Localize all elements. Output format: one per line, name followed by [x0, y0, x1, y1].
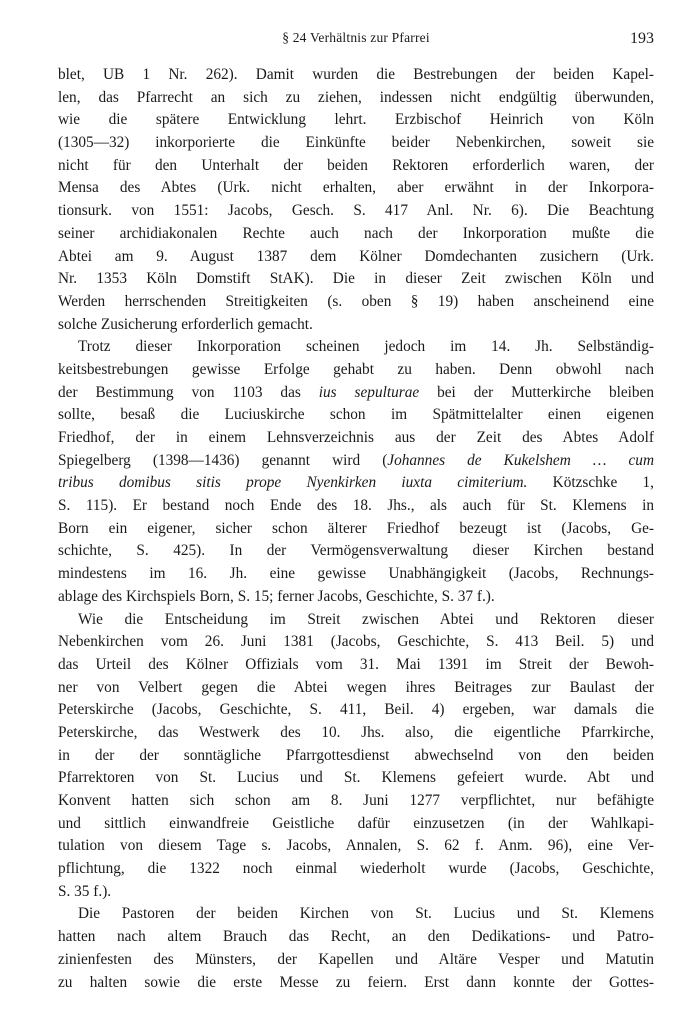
- text-line: Nr. 1353 Köln Domstift StAK). Die in dieser Zeit zwischen Köln und: [58, 270, 654, 288]
- text-run: Kötzschke 1,: [527, 474, 655, 492]
- text-line: das Urteil des Kölner Offizials vom 31. Mai 1391 im Streit der Bewoh-: [58, 655, 654, 673]
- text-line: [58, 450, 654, 473]
- text-line: zu halten sowie die erste Messe zu feiern. Erst dann konnte der Gottes-: [58, 973, 654, 991]
- italic-text: Johannes de Kukelshem … cum: [387, 451, 654, 469]
- text-line: in der der sonntägliche Pfarrgottesdienst abwechselnd von den beiden: [58, 746, 654, 764]
- text-line: wie die spätere Entwicklung lehrt. Erzbischof Heinrich von Köln: [58, 111, 654, 129]
- text-line: Peterskirche (Jacobs, Geschichte, S. 411, Beil. 4) ergeben, war damals die: [58, 701, 654, 719]
- text-line: Born ein eigener, sicher schon älterer Friedhof bezeugt ist (Jacobs, Ge-: [58, 519, 654, 537]
- text-line: Friedhof, der in einem Lehnsverzeichnis aus der Zeit des Abtes Adolf: [58, 429, 654, 446]
- text-line: mindestens im 16. Jh. eine gewisse Unabhängigkeit (Jacobs, Rechnungs-: [58, 565, 654, 583]
- text-line: Mensa des Abtes (Urk. nicht erhalten, aber erwähnt in der Inkorpora-: [58, 179, 654, 197]
- running-title: § 24 Verhältnis zur Pfarrei: [282, 30, 430, 45]
- text-line: tulation von diesem Tage s. Jacobs, Annalen, S. 62 f. Anm. 96), eine Ver-: [58, 837, 654, 855]
- text-line: und sittlich einwandfreie Geistliche dafür einzusetzen (in der Wahlkapi-: [58, 814, 654, 832]
- text-line: Konvent hatten sich schon am 8. Juni 1277 verpflichtet, nur befähigte: [58, 792, 654, 809]
- text-line: Nebenkirchen vom 26. Juni 1381 (Jacobs, Geschichte, S. 413 Beil. 5) und: [58, 633, 654, 651]
- text-line: Abtei am 9. August 1387 dem Kölner Domdechanten zusichern (Urk.: [58, 247, 654, 265]
- text-line: ablage des Kirchspiels Born, S. 15; ferner Jacobs, Geschichte, S. 37 f.).: [58, 587, 495, 605]
- text-line: [58, 472, 654, 495]
- text-line: solche Zusicherung erforderlich gemacht.: [58, 315, 313, 333]
- text-run: Spiegelberg (1398—1436) genannt wird (: [58, 451, 388, 469]
- text-line: Werden herrschenden Streitigkeiten (s. oben § 19) haben anscheinend eine: [58, 292, 654, 310]
- running-head: [58, 30, 654, 54]
- italic-text: ius sepulturae: [318, 383, 420, 401]
- text-line: Peterskirche, das Westwerk des 10. Jhs. also, die eigentliche Pfarrkirche,: [58, 723, 654, 741]
- italic-text: tribus domibus sitis prope Nyenkirken iuxta cimiterium.: [58, 474, 528, 492]
- text-line: len, das Pfarrecht an sich zu ziehen, indessen nicht endgültig überwunden,: [58, 88, 654, 106]
- text-line: Trotz dieser Inkorporation scheinen jedoch im 14. Jh. Selbständig-: [78, 338, 654, 356]
- text-line: tionsurk. von 1551: Jacobs, Gesch. S. 417 Anl. Nr. 6). Die Beachtung: [58, 202, 654, 220]
- page-number: 193: [630, 30, 654, 47]
- text-line: sollte, besaß die Luciuskirche schon im Spätmittelalter einen eigenen: [58, 406, 654, 424]
- body-text: [58, 64, 654, 994]
- text-line: hatten nach altem Brauch das Recht, an den Dedikations- und Patro-: [58, 928, 654, 946]
- text-line: S. 35 f.).: [58, 882, 112, 900]
- text-line: seiner archidiakonalen Rechte auch nach der Inkorporation mußte die: [58, 224, 654, 242]
- text-line: pflichtung, die 1322 noch einmal wiederholt wurde (Jacobs, Geschichte,: [58, 860, 654, 878]
- text-line: ner von Velbert gegen die Abtei wegen ihres Beitrages zur Baulast der: [58, 678, 654, 696]
- text-line: nicht für den Unterhalt der beiden Rektoren erforderlich waren, der: [58, 156, 654, 174]
- text-line: Pfarrektoren von St. Lucius und St. Klemens gefeiert wurde. Abt und: [58, 769, 654, 787]
- text-line: Die Pastoren der beiden Kirchen von St. Lucius und St. Klemens: [78, 905, 654, 923]
- text-line: S. 115). Er bestand noch Ende des 18. Jhs., als auch für St. Klemens in: [58, 497, 654, 515]
- text-line: blet, UB 1 Nr. 262). Damit wurden die Bestrebungen der beiden Kapel-: [58, 66, 654, 83]
- text-run: bei der Mutterkirche bleiben: [419, 383, 654, 401]
- text-run: der Bestimmung von 1103 das: [58, 383, 319, 401]
- text-line: [58, 382, 654, 405]
- text-line: schichte, S. 425). In der Vermögensverwaltung dieser Kirchen bestand: [58, 542, 654, 560]
- text-line: keitsbestrebungen gewisse Erfolge gehabt zu haben. Denn obwohl nach: [58, 360, 654, 378]
- text-line: (1305—32) inkorporierte die Einkünfte beider Nebenkirchen, soweit sie: [58, 134, 654, 152]
- text-line: Wie die Entscheidung im Streit zwischen Abtei und Rektoren dieser: [78, 610, 654, 628]
- text-line: zinienfesten des Münsters, der Kapellen und Altäre Vesper und Matutin: [58, 950, 654, 968]
